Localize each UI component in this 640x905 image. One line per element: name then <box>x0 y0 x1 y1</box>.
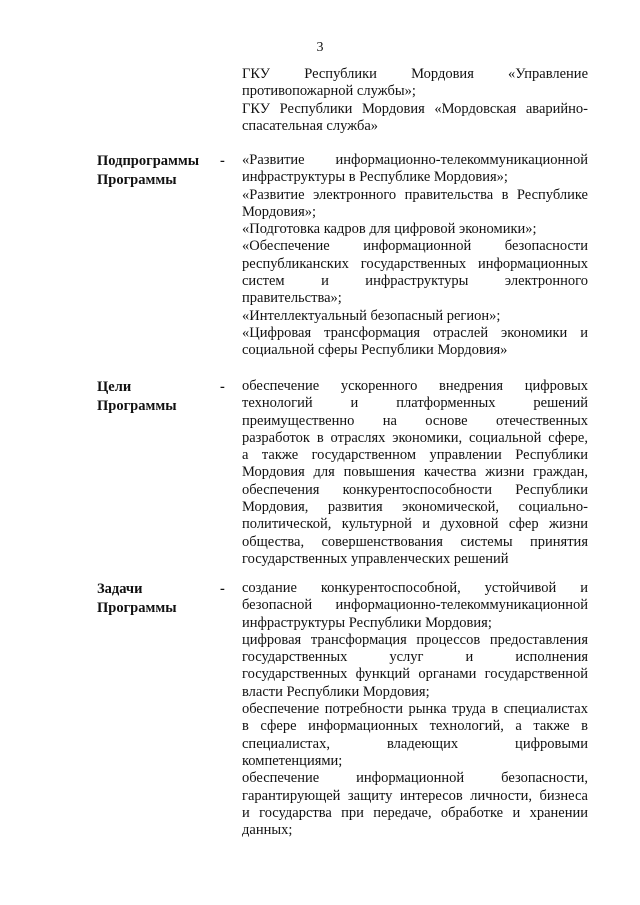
section-label <box>97 378 177 416</box>
text-line: Мордовия»; <box>242 203 317 220</box>
text-line: обеспечения конкурентоспособности Республики <box>242 481 588 498</box>
text-line: «Развитие электронного правительства в Республике <box>242 186 588 203</box>
text-line: безопасной информационно-телекоммуникационной <box>242 597 588 614</box>
text-line: систем и инфраструктуры электронного <box>242 273 588 290</box>
text-line: а также государственном управлении Республики <box>242 447 588 464</box>
text-line: гарантирующей защиту интересов личности, бизнеса <box>242 787 588 804</box>
section-label-line: Программы <box>97 398 177 414</box>
text-line: компетенциями; <box>242 752 343 769</box>
section-content <box>242 580 588 839</box>
text-line: и государства при передаче, обработке и хранении <box>242 804 588 821</box>
section-label-line: Программы <box>97 172 177 188</box>
text-line: обеспечение информационной безопасности, <box>242 770 588 787</box>
text-line: Мордовия, развития экономической, социально- <box>242 499 588 516</box>
text-line: противопожарной службы»; <box>242 83 416 100</box>
section-content <box>242 378 588 568</box>
text-line: «Цифровая трансформация отраслей экономики и <box>242 324 588 341</box>
text-line: преимущественно на основе отечественных <box>242 412 588 429</box>
text-line: создание конкурентоспособной, устойчивой и <box>242 580 588 596</box>
text-line: государственных управленческих решений <box>242 550 509 567</box>
text-line: республиканских государственных информационных <box>242 255 588 272</box>
text-line: разработок в отраслях экономики, социальной сфере, <box>242 429 588 446</box>
text-line: государственных услуг и исполнения <box>242 649 588 666</box>
text-line: правительства»; <box>242 290 342 307</box>
text-line: «Интеллектуальный безопасный регион»; <box>242 307 501 324</box>
section-dash: - <box>220 379 225 395</box>
page-number: 3 <box>316 40 324 55</box>
text-line: в сфере информационных технологий, а также в <box>242 718 588 735</box>
text-line: государственных функций органами государственной <box>242 666 588 683</box>
section-dash: - <box>220 581 225 597</box>
section-label <box>97 580 177 618</box>
text-line: цифровая трансформация процессов предоставления <box>242 631 588 648</box>
text-line: Мордовия для повышения качества жизни граждан, <box>242 464 588 481</box>
text-line: обеспечение ускоренного внедрения цифровых <box>242 378 588 394</box>
section-label-line: Подпрограммы <box>97 153 200 169</box>
section-content <box>242 66 588 135</box>
text-line: специалистах, владеющих цифровыми <box>242 735 588 752</box>
text-line: ГКУ Республики Мордовия «Управление <box>242 66 588 82</box>
text-line: инфраструктуры в Республике Мордовия»; <box>242 169 508 186</box>
section-dash: - <box>220 153 225 169</box>
text-line: спасательная служба» <box>242 117 379 134</box>
section-label-line: Задачи <box>97 581 143 597</box>
text-line: технологий и платформенных решений <box>242 395 588 412</box>
section-content <box>242 152 588 360</box>
text-line: власти Республики Мордовия; <box>242 683 430 700</box>
text-line: «Подготовка кадров для цифровой экономики»; <box>242 221 537 238</box>
section-label-line: Программы <box>97 600 177 616</box>
section-label-line: Цели <box>97 379 132 395</box>
text-line: общества, совершенствования системы принятия <box>242 533 588 550</box>
text-line: социальной сферы Республики Мордовия» <box>242 342 508 359</box>
section-label <box>97 152 199 190</box>
text-line: инфраструктуры Республики Мордовия; <box>242 614 492 631</box>
text-line: ГКУ Республики Мордовия «Мордовская аварийно- <box>242 100 588 117</box>
text-line: обеспечение потребности рынка труда в специалистах <box>242 701 588 718</box>
text-line: «Развитие информационно-телекоммуникационной <box>242 152 588 168</box>
text-line: политической, культурной и духовной сфер жизни <box>242 516 588 533</box>
text-line: «Обеспечение информационной безопасности <box>242 238 588 255</box>
text-line: данных; <box>242 822 293 839</box>
